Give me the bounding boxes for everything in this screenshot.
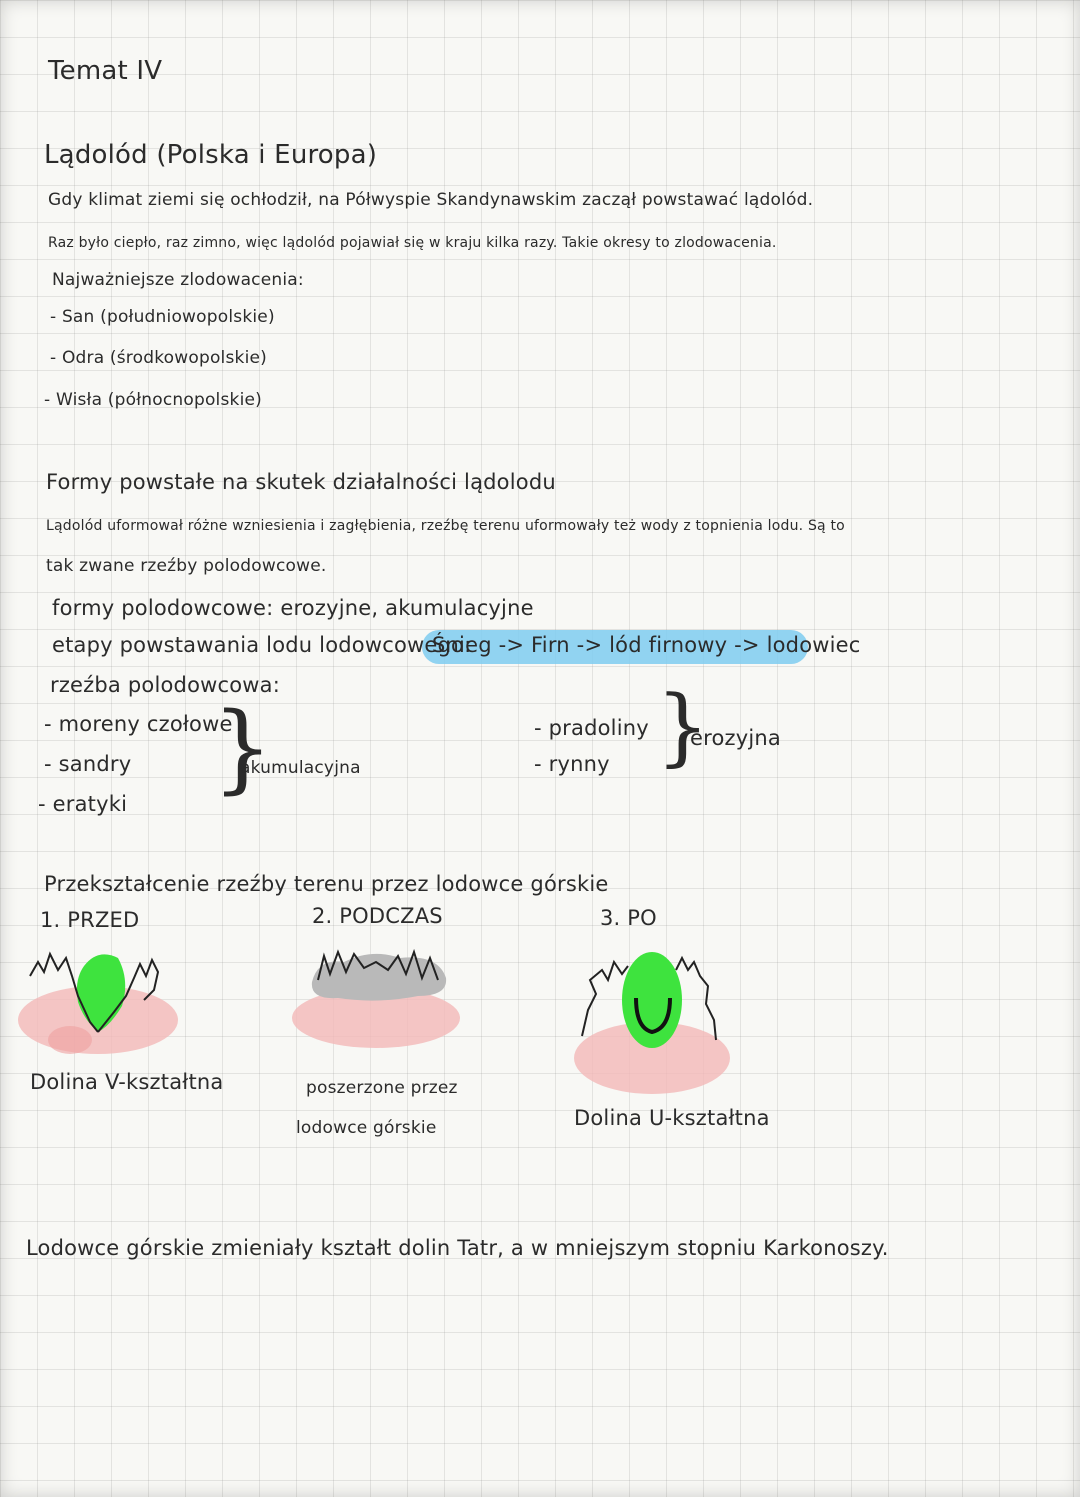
accumulative-item: - eratyki [38, 792, 128, 816]
section2-line-5: rzeźba polodowcowa: [50, 673, 281, 697]
u-valley-sketch [570, 940, 740, 1100]
section2-line-3: formy polodowcowe: erozyjne, akumulacyjne [52, 596, 534, 620]
glaciation-item: - Wisła (północnopolskie) [44, 390, 262, 410]
accumulative-item: - moreny czołowe [44, 712, 233, 736]
section1-line-3: Najważniejsze zlodowacenia: [52, 270, 304, 290]
step-caption: lodowce górskie [296, 1118, 437, 1138]
section1-heading: Lądolód (Polska i Europa) [44, 140, 378, 170]
step-caption: Dolina U-kształtna [574, 1106, 770, 1130]
glaciation-item: - Odra (środkowopolskie) [50, 348, 267, 368]
section1-line-1: Gdy klimat ziemi się ochłodził, na Półwyspie Skandynawskim zaczął powstawać lądolód. [48, 190, 814, 210]
step-caption: Dolina V-kształtna [30, 1070, 224, 1094]
section2-line-2: tak zwane rzeźby polodowcowe. [46, 556, 327, 576]
erosive-label: erozyjna [690, 726, 782, 750]
glacier-sketch [288, 934, 468, 1054]
ice-formation-stages: Śnieg -> Firn -> lód firnowy -> lodowiec [432, 633, 861, 657]
erosive-item: - rynny [534, 752, 610, 776]
section2-heading: Formy powstałe na skutek działalności lądolodu [46, 470, 556, 494]
accumulative-item: - sandry [44, 752, 132, 776]
accumulative-label: akumulacyjna [240, 758, 361, 778]
glaciation-item: - San (południowopolskie) [50, 307, 275, 327]
erosive-item: - pradoliny [534, 716, 649, 740]
section2-line-1: Lądolód uformował różne wzniesienia i zagłębienia, rzeźbę terenu uformowały też wody z topnienia lodu. Są to [46, 518, 845, 534]
brace-icon: } [212, 692, 274, 804]
brace-icon: } [656, 677, 710, 775]
step-label: 2. PODCZAS [312, 904, 443, 928]
section3-heading: Przekształcenie rzeźby terenu przez lodowce górskie [44, 872, 609, 896]
step-label: 1. PRZED [40, 908, 140, 932]
v-valley-sketch [14, 936, 184, 1066]
section2-line-4: etapy powstawania lodu lodowcowego: [52, 633, 472, 657]
section1-line-2: Raz było ciepło, raz zimno, więc lądolód pojawiał się w kraju kilka razy. Takie okresy to zlodowacenia. [48, 235, 777, 251]
page-title: Temat IV [48, 56, 163, 86]
summary-line: Lodowce górskie zmieniały kształt dolin Tatr, a w mniejszym stopniu Karkonoszy. [26, 1236, 889, 1260]
step-label: 3. PO [600, 906, 657, 930]
step-caption: poszerzone przez [306, 1078, 458, 1098]
